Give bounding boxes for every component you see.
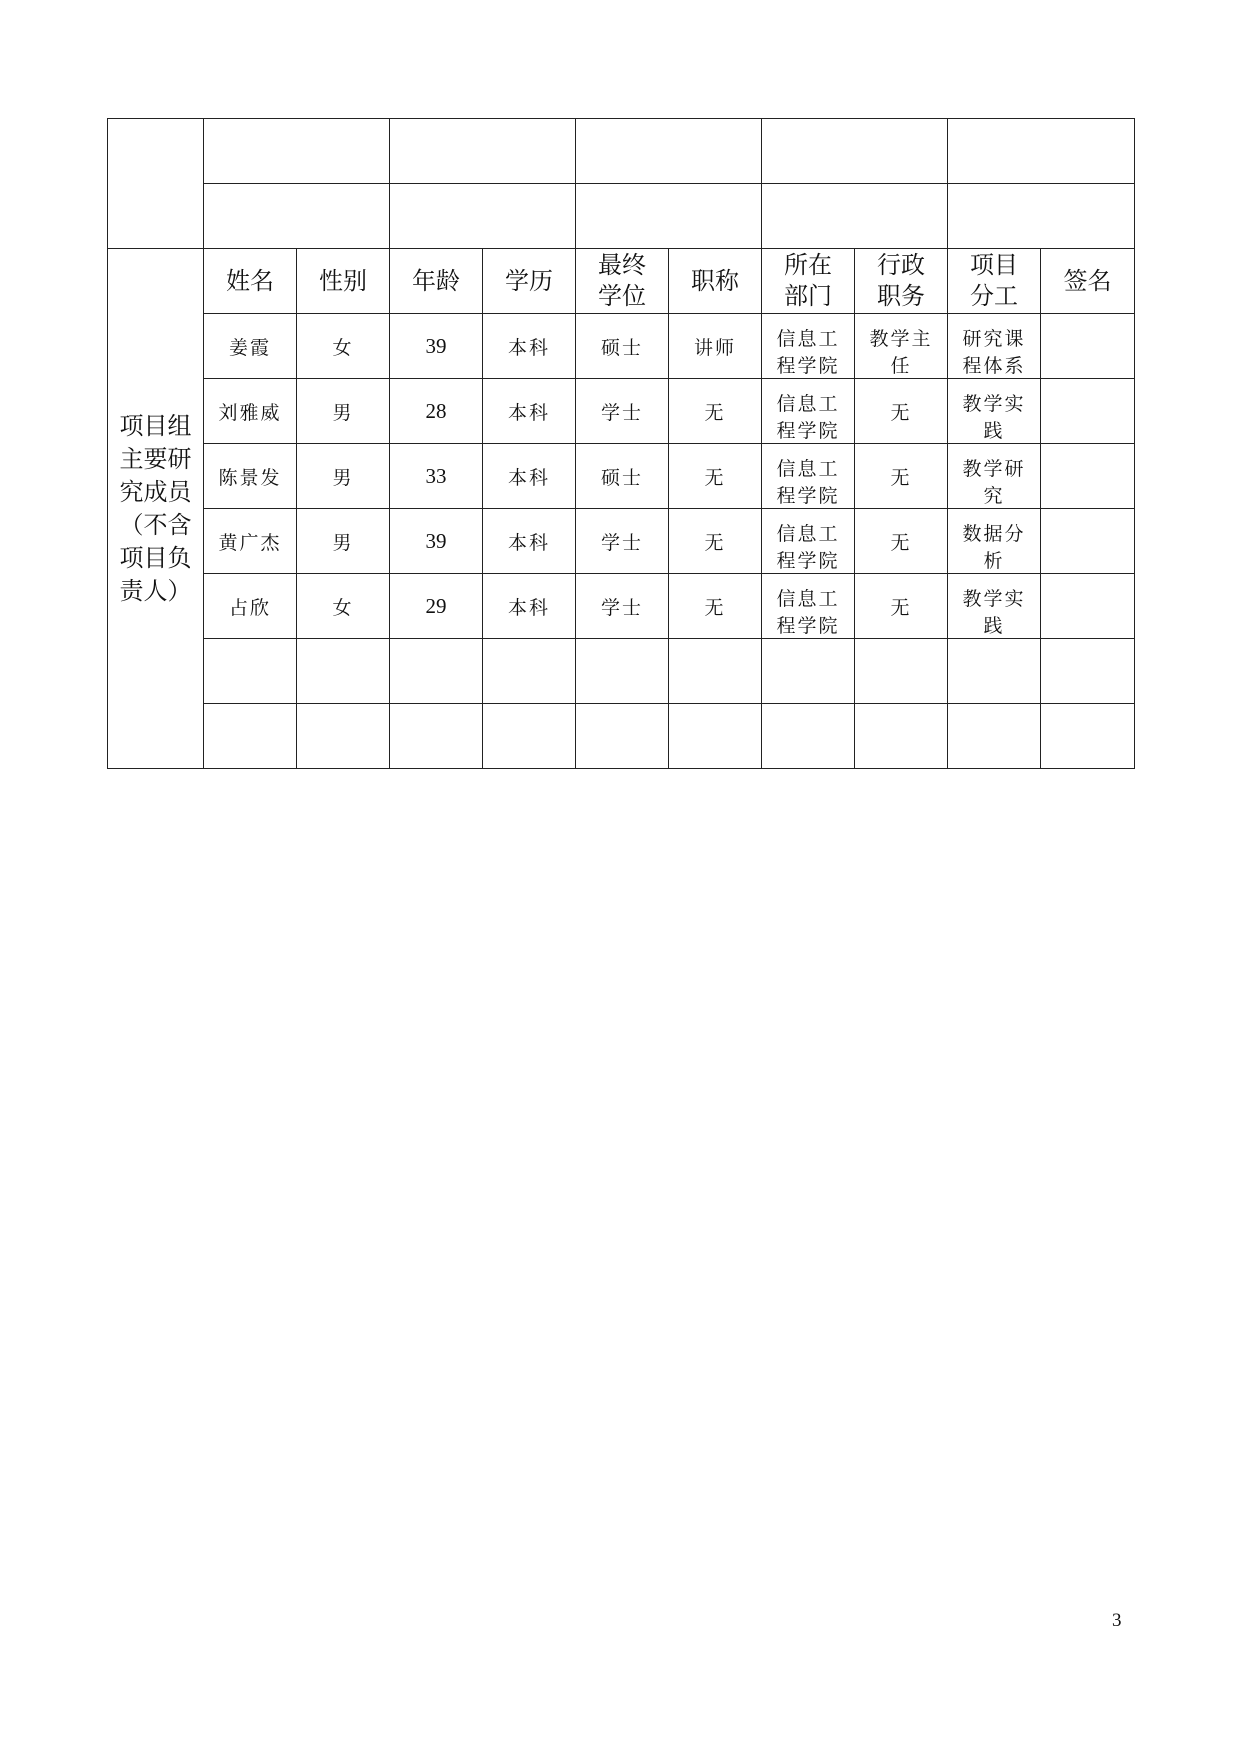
member-signature <box>1041 574 1135 639</box>
empty-cell <box>576 639 669 704</box>
header-row <box>108 249 1135 314</box>
member-title: 讲师 <box>669 314 762 379</box>
table-row <box>108 314 1135 379</box>
member-post: 无 <box>855 444 948 509</box>
page-number: 3 <box>1112 1610 1122 1631</box>
empty-cell <box>1041 639 1135 704</box>
member-name: 刘雅威 <box>204 379 297 444</box>
member-education: 本科 <box>483 379 576 444</box>
header-signature: 签名 <box>1041 249 1135 314</box>
empty-cell <box>204 184 390 249</box>
table-row <box>108 574 1135 639</box>
member-degree: 学士 <box>576 379 669 444</box>
member-dept: 信息工程学院 <box>762 379 855 444</box>
member-degree: 学士 <box>576 574 669 639</box>
header-gender: 性别 <box>297 249 390 314</box>
continuation-label-cell <box>108 119 204 249</box>
empty-cell <box>762 639 855 704</box>
empty-cell <box>948 639 1041 704</box>
member-degree: 硕士 <box>576 444 669 509</box>
member-education: 本科 <box>483 444 576 509</box>
header-education: 学历 <box>483 249 576 314</box>
member-education: 本科 <box>483 574 576 639</box>
members-table <box>107 118 1135 769</box>
section-label-cell <box>108 249 204 769</box>
header-age: 年龄 <box>390 249 483 314</box>
empty-cell <box>948 704 1041 769</box>
header-role: 项目分工 <box>948 249 1041 314</box>
empty-cell <box>483 639 576 704</box>
empty-cell <box>669 639 762 704</box>
member-age: 28 <box>390 379 483 444</box>
empty-row <box>108 639 1135 704</box>
member-role: 数据分析 <box>948 509 1041 574</box>
member-dept: 信息工程学院 <box>762 444 855 509</box>
header-degree: 最终学位 <box>576 249 669 314</box>
member-title: 无 <box>669 509 762 574</box>
continuation-row <box>108 119 1135 184</box>
empty-cell <box>297 639 390 704</box>
member-gender: 女 <box>297 314 390 379</box>
member-signature <box>1041 314 1135 379</box>
member-age: 39 <box>390 314 483 379</box>
empty-row <box>108 704 1135 769</box>
table-row <box>108 444 1135 509</box>
empty-cell <box>762 704 855 769</box>
member-age: 33 <box>390 444 483 509</box>
section-label: 项目组主要研究成员（不含项目负责人） <box>119 411 192 605</box>
continuation-row <box>108 184 1135 249</box>
empty-cell <box>762 119 948 184</box>
member-degree: 硕士 <box>576 314 669 379</box>
empty-cell <box>297 704 390 769</box>
member-title: 无 <box>669 379 762 444</box>
empty-cell <box>390 639 483 704</box>
empty-cell <box>855 704 948 769</box>
member-age: 39 <box>390 509 483 574</box>
empty-cell <box>948 119 1135 184</box>
empty-cell <box>390 704 483 769</box>
empty-cell <box>669 704 762 769</box>
empty-cell <box>576 119 762 184</box>
member-gender: 女 <box>297 574 390 639</box>
header-post: 行政职务 <box>855 249 948 314</box>
table-row <box>108 379 1135 444</box>
member-title: 无 <box>669 444 762 509</box>
member-title: 无 <box>669 574 762 639</box>
member-gender: 男 <box>297 509 390 574</box>
empty-cell <box>204 119 390 184</box>
member-gender: 男 <box>297 379 390 444</box>
member-signature <box>1041 444 1135 509</box>
header-name: 姓名 <box>204 249 297 314</box>
member-role: 教学实践 <box>948 379 1041 444</box>
member-name: 姜霞 <box>204 314 297 379</box>
empty-cell <box>204 704 297 769</box>
member-role: 教学实践 <box>948 574 1041 639</box>
member-degree: 学士 <box>576 509 669 574</box>
member-role: 教学研究 <box>948 444 1041 509</box>
member-education: 本科 <box>483 314 576 379</box>
empty-cell <box>1041 704 1135 769</box>
member-gender: 男 <box>297 444 390 509</box>
empty-cell <box>576 184 762 249</box>
empty-cell <box>204 639 297 704</box>
member-dept: 信息工程学院 <box>762 314 855 379</box>
member-signature <box>1041 379 1135 444</box>
member-age: 29 <box>390 574 483 639</box>
member-post: 无 <box>855 379 948 444</box>
empty-cell <box>762 184 948 249</box>
empty-cell <box>390 184 576 249</box>
header-title: 职称 <box>669 249 762 314</box>
member-name: 黄广杰 <box>204 509 297 574</box>
header-dept: 所在部门 <box>762 249 855 314</box>
empty-cell <box>948 184 1135 249</box>
member-role: 研究课程体系 <box>948 314 1041 379</box>
member-post: 教学主任 <box>855 314 948 379</box>
member-dept: 信息工程学院 <box>762 509 855 574</box>
empty-cell <box>390 119 576 184</box>
member-dept: 信息工程学院 <box>762 574 855 639</box>
empty-cell <box>855 639 948 704</box>
member-post: 无 <box>855 574 948 639</box>
empty-cell <box>483 704 576 769</box>
member-signature <box>1041 509 1135 574</box>
member-name: 陈景发 <box>204 444 297 509</box>
member-name: 占欣 <box>204 574 297 639</box>
member-post: 无 <box>855 509 948 574</box>
member-education: 本科 <box>483 509 576 574</box>
table-row <box>108 509 1135 574</box>
empty-cell <box>576 704 669 769</box>
